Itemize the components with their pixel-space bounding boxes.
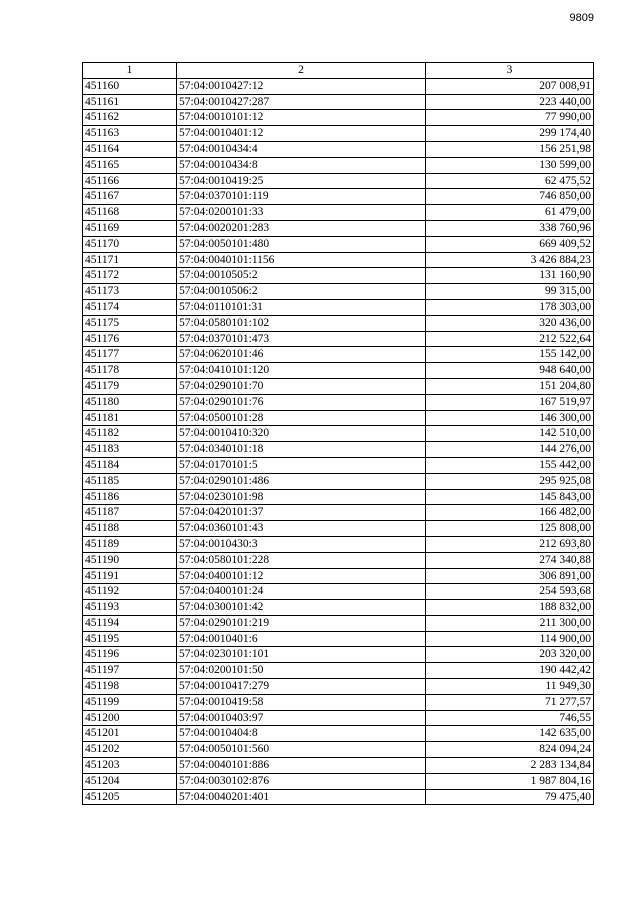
value-cell: 145 843,00 xyxy=(426,489,594,505)
cadastral-number-cell: 57:04:0580101:102 xyxy=(177,315,426,331)
column-header-2: 2 xyxy=(177,63,426,79)
value-cell: 71 277,57 xyxy=(426,694,594,710)
row-number-cell: 451168 xyxy=(83,205,177,221)
value-cell: 746,55 xyxy=(426,710,594,726)
table-row xyxy=(83,552,594,568)
row-number-cell: 451165 xyxy=(83,157,177,173)
value-cell: 203 320,00 xyxy=(426,647,594,663)
cadastral-number-cell: 57:04:0010404:8 xyxy=(177,726,426,742)
table-row xyxy=(83,710,594,726)
row-number-cell: 451175 xyxy=(83,315,177,331)
cadastral-number-cell: 57:04:0010410:320 xyxy=(177,426,426,442)
table-row xyxy=(83,742,594,758)
value-cell: 114 900,00 xyxy=(426,631,594,647)
table-row xyxy=(83,758,594,774)
cadastral-number-cell: 57:04:0200101:33 xyxy=(177,205,426,221)
cadastral-number-cell: 57:04:0050101:480 xyxy=(177,236,426,252)
row-number-cell: 451170 xyxy=(83,236,177,252)
cadastral-number-cell: 57:04:0110101:31 xyxy=(177,299,426,315)
value-cell: 155 442,00 xyxy=(426,457,594,473)
row-number-cell: 451181 xyxy=(83,410,177,426)
table-row xyxy=(83,505,594,521)
table-row xyxy=(83,284,594,300)
table-row xyxy=(83,363,594,379)
cadastral-number-cell: 57:04:0170101:5 xyxy=(177,457,426,473)
value-cell: 190 442,42 xyxy=(426,663,594,679)
cadastral-number-cell: 57:04:0360101:43 xyxy=(177,521,426,537)
row-number-cell: 451193 xyxy=(83,600,177,616)
cadastral-number-cell: 57:04:0010427:12 xyxy=(177,78,426,94)
cadastral-number-cell: 57:04:0010403:97 xyxy=(177,710,426,726)
value-cell: 295 925,08 xyxy=(426,473,594,489)
table-row xyxy=(83,568,594,584)
value-cell: 155 142,00 xyxy=(426,347,594,363)
cadastral-number-cell: 57:04:0420101:37 xyxy=(177,505,426,521)
row-number-cell: 451201 xyxy=(83,726,177,742)
table-row xyxy=(83,694,594,710)
cadastral-number-cell: 57:04:0290101:76 xyxy=(177,394,426,410)
cadastral-number-cell: 57:04:0040101:1156 xyxy=(177,252,426,268)
cadastral-number-cell: 57:04:0010434:8 xyxy=(177,157,426,173)
cadastral-value-table xyxy=(82,62,594,805)
cadastral-number-cell: 57:04:0500101:28 xyxy=(177,410,426,426)
table-row xyxy=(83,94,594,110)
row-number-cell: 451202 xyxy=(83,742,177,758)
cadastral-number-cell: 57:04:0400101:24 xyxy=(177,584,426,600)
table-row xyxy=(83,378,594,394)
row-number-cell: 451197 xyxy=(83,663,177,679)
column-header-3: 3 xyxy=(426,63,594,79)
cadastral-number-cell: 57:04:0400101:12 xyxy=(177,568,426,584)
table-row xyxy=(83,220,594,236)
value-cell: 306 891,00 xyxy=(426,568,594,584)
table-row xyxy=(83,331,594,347)
cadastral-number-cell: 57:04:0290101:70 xyxy=(177,378,426,394)
cadastral-number-cell: 57:04:0340101:18 xyxy=(177,442,426,458)
value-cell: 211 300,00 xyxy=(426,615,594,631)
cadastral-number-cell: 57:04:0300101:42 xyxy=(177,600,426,616)
row-number-cell: 451204 xyxy=(83,773,177,789)
row-number-cell: 451200 xyxy=(83,710,177,726)
row-number-cell: 451161 xyxy=(83,94,177,110)
row-number-cell: 451191 xyxy=(83,568,177,584)
value-cell: 144 276,00 xyxy=(426,442,594,458)
cadastral-number-cell: 57:04:0410101:120 xyxy=(177,363,426,379)
table-row xyxy=(83,663,594,679)
table-row xyxy=(83,205,594,221)
cadastral-number-cell: 57:04:0050101:560 xyxy=(177,742,426,758)
row-number-cell: 451188 xyxy=(83,521,177,537)
value-cell: 669 409,52 xyxy=(426,236,594,252)
table-row xyxy=(83,442,594,458)
table-row xyxy=(83,189,594,205)
row-number-cell: 451190 xyxy=(83,552,177,568)
cadastral-number-cell: 57:04:0230101:101 xyxy=(177,647,426,663)
value-cell: 1 987 804,16 xyxy=(426,773,594,789)
cadastral-number-cell: 57:04:0010101:12 xyxy=(177,110,426,126)
value-cell: 824 094,24 xyxy=(426,742,594,758)
value-cell: 142 510,00 xyxy=(426,426,594,442)
row-number-cell: 451166 xyxy=(83,173,177,189)
cadastral-number-cell: 57:04:0030102:876 xyxy=(177,773,426,789)
value-cell: 212 693,80 xyxy=(426,536,594,552)
value-cell: 146 300,00 xyxy=(426,410,594,426)
row-number-cell: 451198 xyxy=(83,679,177,695)
value-cell: 207 008,91 xyxy=(426,78,594,94)
value-cell: 131 160,90 xyxy=(426,268,594,284)
table-row xyxy=(83,679,594,695)
value-cell: 125 808,00 xyxy=(426,521,594,537)
value-cell: 274 340,88 xyxy=(426,552,594,568)
cadastral-number-cell: 57:04:0010419:25 xyxy=(177,173,426,189)
cadastral-number-cell: 57:04:0010401:12 xyxy=(177,126,426,142)
table-row xyxy=(83,473,594,489)
table-row xyxy=(83,789,594,805)
row-number-cell: 451169 xyxy=(83,220,177,236)
row-number-cell: 451171 xyxy=(83,252,177,268)
row-number-cell: 451183 xyxy=(83,442,177,458)
cadastral-number-cell: 57:04:0230101:98 xyxy=(177,489,426,505)
row-number-cell: 451184 xyxy=(83,457,177,473)
cadastral-number-cell: 57:04:0580101:228 xyxy=(177,552,426,568)
table-row xyxy=(83,726,594,742)
table-row xyxy=(83,631,594,647)
column-header-1: 1 xyxy=(83,63,177,79)
row-number-cell: 451162 xyxy=(83,110,177,126)
row-number-cell: 451192 xyxy=(83,584,177,600)
table-row xyxy=(83,268,594,284)
value-cell: 151 204,80 xyxy=(426,378,594,394)
page-number: 9809 xyxy=(569,12,594,24)
table-row xyxy=(83,600,594,616)
cadastral-number-cell: 57:04:0010419:58 xyxy=(177,694,426,710)
value-cell: 188 832,00 xyxy=(426,600,594,616)
table-row xyxy=(83,173,594,189)
table-row xyxy=(83,252,594,268)
cadastral-number-cell: 57:04:0290101:219 xyxy=(177,615,426,631)
table-row xyxy=(83,410,594,426)
row-number-cell: 451185 xyxy=(83,473,177,489)
cadastral-number-cell: 57:04:0010430:3 xyxy=(177,536,426,552)
cadastral-number-cell: 57:04:0010401:6 xyxy=(177,631,426,647)
cadastral-number-cell: 57:04:0010506:2 xyxy=(177,284,426,300)
row-number-cell: 451177 xyxy=(83,347,177,363)
value-cell: 254 593,68 xyxy=(426,584,594,600)
value-cell: 62 475,52 xyxy=(426,173,594,189)
table-body xyxy=(83,78,594,805)
cadastral-number-cell: 57:04:0040201:401 xyxy=(177,789,426,805)
row-number-cell: 451178 xyxy=(83,363,177,379)
row-number-cell: 451203 xyxy=(83,758,177,774)
table-row xyxy=(83,489,594,505)
table-row xyxy=(83,536,594,552)
table-row xyxy=(83,78,594,94)
value-cell: 166 482,00 xyxy=(426,505,594,521)
table-row xyxy=(83,236,594,252)
cadastral-number-cell: 57:04:0370101:119 xyxy=(177,189,426,205)
row-number-cell: 451205 xyxy=(83,789,177,805)
value-cell: 156 251,98 xyxy=(426,141,594,157)
cadastral-number-cell: 57:04:0290101:486 xyxy=(177,473,426,489)
table-row xyxy=(83,157,594,173)
value-cell: 142 635,00 xyxy=(426,726,594,742)
cadastral-number-cell: 57:04:0010505:2 xyxy=(177,268,426,284)
table-row xyxy=(83,347,594,363)
row-number-cell: 451194 xyxy=(83,615,177,631)
row-number-cell: 451196 xyxy=(83,647,177,663)
table-row xyxy=(83,426,594,442)
row-number-cell: 451163 xyxy=(83,126,177,142)
table-row xyxy=(83,584,594,600)
row-number-cell: 451167 xyxy=(83,189,177,205)
table-row xyxy=(83,141,594,157)
table-row xyxy=(83,126,594,142)
value-cell: 223 440,00 xyxy=(426,94,594,110)
cadastral-number-cell: 57:04:0020201:283 xyxy=(177,220,426,236)
table-row xyxy=(83,299,594,315)
row-number-cell: 451182 xyxy=(83,426,177,442)
table-header-row xyxy=(83,63,594,79)
cadastral-number-cell: 57:04:0370101:473 xyxy=(177,331,426,347)
row-number-cell: 451173 xyxy=(83,284,177,300)
cadastral-number-cell: 57:04:0010417:279 xyxy=(177,679,426,695)
row-number-cell: 451176 xyxy=(83,331,177,347)
value-cell: 746 850,00 xyxy=(426,189,594,205)
row-number-cell: 451186 xyxy=(83,489,177,505)
cadastral-number-cell: 57:04:0010434:4 xyxy=(177,141,426,157)
row-number-cell: 451199 xyxy=(83,694,177,710)
value-cell: 77 990,00 xyxy=(426,110,594,126)
cadastral-number-cell: 57:04:0040101:886 xyxy=(177,758,426,774)
value-cell: 948 640,00 xyxy=(426,363,594,379)
value-cell: 11 949,30 xyxy=(426,679,594,695)
value-cell: 79 475,40 xyxy=(426,789,594,805)
row-number-cell: 451164 xyxy=(83,141,177,157)
row-number-cell: 451174 xyxy=(83,299,177,315)
value-cell: 99 315,00 xyxy=(426,284,594,300)
table-row xyxy=(83,615,594,631)
cadastral-number-cell: 57:04:0200101:50 xyxy=(177,663,426,679)
value-cell: 167 519,97 xyxy=(426,394,594,410)
row-number-cell: 451195 xyxy=(83,631,177,647)
table-row xyxy=(83,773,594,789)
value-cell: 2 283 134,84 xyxy=(426,758,594,774)
row-number-cell: 451179 xyxy=(83,378,177,394)
row-number-cell: 451172 xyxy=(83,268,177,284)
cadastral-number-cell: 57:04:0010427:287 xyxy=(177,94,426,110)
value-cell: 212 522,64 xyxy=(426,331,594,347)
value-cell: 61 479,00 xyxy=(426,205,594,221)
table-row xyxy=(83,647,594,663)
row-number-cell: 451189 xyxy=(83,536,177,552)
cadastral-number-cell: 57:04:0620101:46 xyxy=(177,347,426,363)
table-row xyxy=(83,521,594,537)
value-cell: 299 174,40 xyxy=(426,126,594,142)
value-cell: 3 426 884,23 xyxy=(426,252,594,268)
row-number-cell: 451187 xyxy=(83,505,177,521)
value-cell: 130 599,00 xyxy=(426,157,594,173)
value-cell: 338 760,96 xyxy=(426,220,594,236)
table-row xyxy=(83,315,594,331)
table-row xyxy=(83,110,594,126)
row-number-cell: 451180 xyxy=(83,394,177,410)
table-row xyxy=(83,394,594,410)
value-cell: 178 303,00 xyxy=(426,299,594,315)
value-cell: 320 436,00 xyxy=(426,315,594,331)
table-row xyxy=(83,457,594,473)
row-number-cell: 451160 xyxy=(83,78,177,94)
